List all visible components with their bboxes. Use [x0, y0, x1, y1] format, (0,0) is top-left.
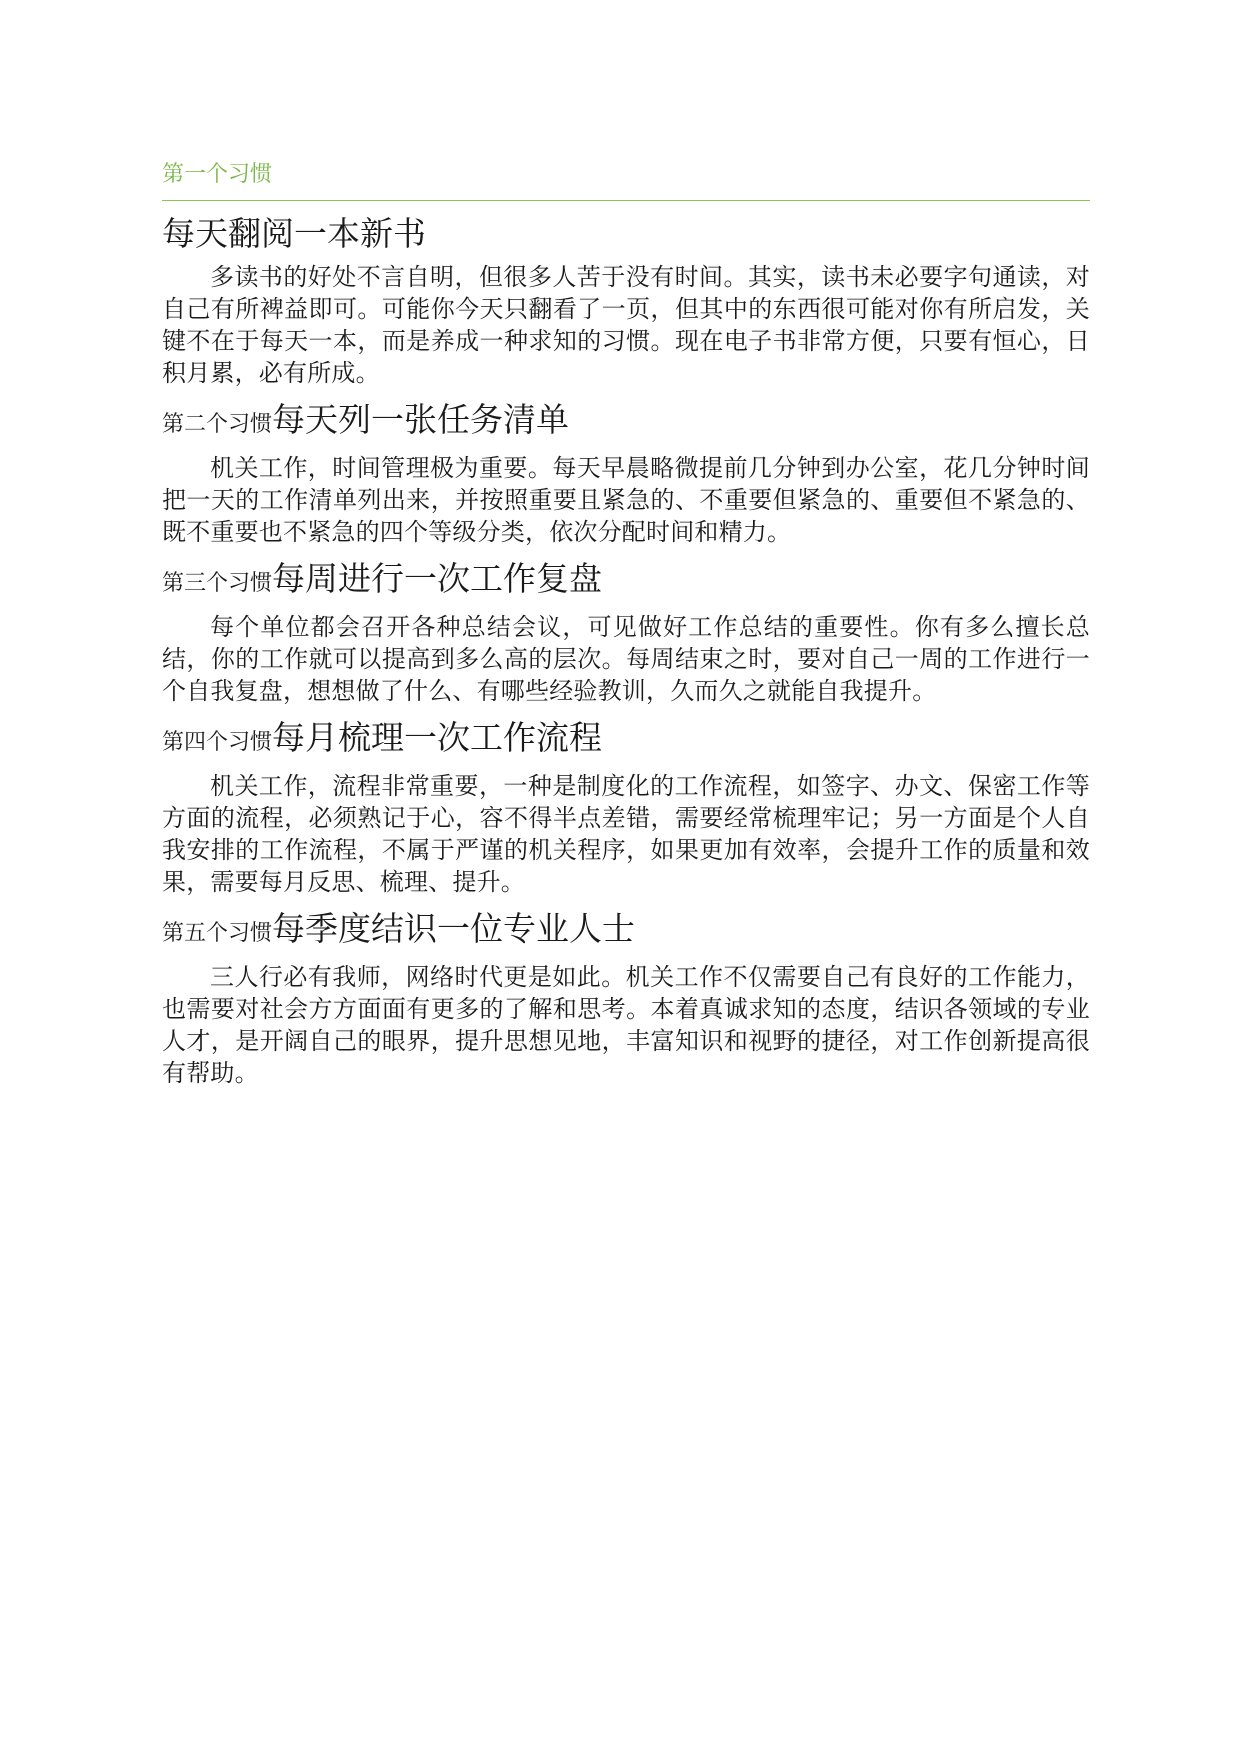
habit-1-label: 第一个习惯	[162, 160, 1090, 201]
document-page	[162, 160, 1090, 1089]
habit-4-title: 每月梳理一次工作流程	[272, 718, 603, 757]
habit-4-heading	[162, 715, 1090, 766]
habit-2-label: 第二个习惯	[162, 412, 273, 437]
habit-4-body: 机关工作，流程非常重要，一种是制度化的工作流程，如签字、办文、保密工作等方面的流程，必须熟记于心，容不得半点差错，需要经常梳理牢记；另一方面是个人自我安排的工作流程，不属于严谨的机关程序，如果更加有效率，会提升工作的质量和效果，需要每月反思、梳理、提升。	[162, 772, 1090, 896]
habit-4-label: 第四个习惯	[162, 730, 273, 755]
habit-3-body: 每个单位都会召开各种总结会议，可见做好工作总结的重要性。你有多么擅长总结，你的工作就可以提高到多么高的层次。每周结束之时，要对自己一周的工作进行一个自我复盘，想想做了什么、有哪些经验教训，久而久之就能自我提升。	[162, 613, 1090, 705]
habit-5-label: 第五个习惯	[162, 921, 273, 946]
habit-1-title: 每天翻阅一本新书	[162, 214, 426, 253]
habit-3-label: 第三个习惯	[162, 571, 273, 596]
habit-2-body: 机关工作，时间管理极为重要。每天早晨略微提前几分钟到办公室，花几分钟时间把一天的工作清单列出来，并按照重要且紧急的、不重要但紧急的、重要但不紧急的、既不重要也不紧急的四个等级分类，依次分配时间和精力。	[162, 454, 1090, 546]
habit-3-title: 每周进行一次工作复盘	[272, 559, 603, 598]
habit-5-heading	[162, 906, 1090, 957]
habit-5-body: 三人行必有我师，网络时代更是如此。机关工作不仅需要自己有良好的工作能力，也需要对社会方方面面有更多的了解和思考。本着真诚求知的态度，结识各领域的专业人才，是开阔自己的眼界，提升思想见地，丰富知识和视野的捷径，对工作创新提高很有帮助。	[162, 963, 1090, 1087]
habit-1-body: 多读书的好处不言自明，但很多人苦于没有时间。其实，读书未必要字句通读，对自己有所裨益即可。可能你今天只翻看了一页，但其中的东西很可能对你有所启发，关键不在于每天一本，而是养成一种求知的习惯。现在电子书非常方便，只要有恒心，日积月累，必有所成。	[162, 263, 1090, 387]
habit-2-heading	[162, 397, 1090, 448]
habit-2-title: 每天列一张任务清单	[272, 400, 570, 439]
habit-5-title: 每季度结识一位专业人士	[272, 909, 636, 948]
habit-3-heading	[162, 556, 1090, 607]
